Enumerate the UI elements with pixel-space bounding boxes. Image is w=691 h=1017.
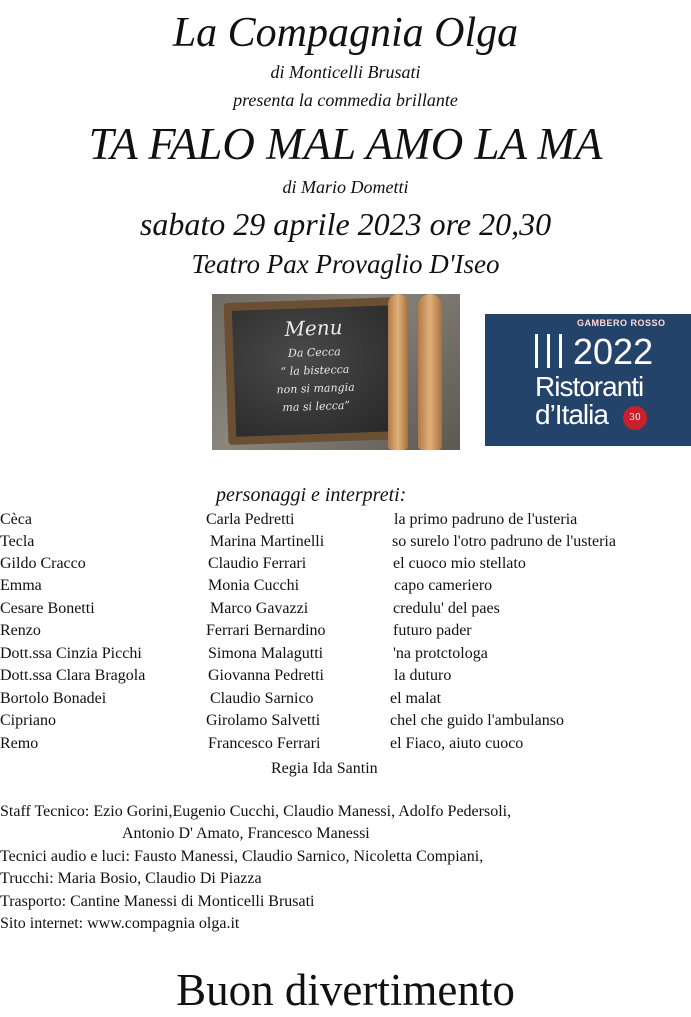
play-title: TA FALO MAL AMO LA MA: [88, 119, 603, 169]
chalkboard-text-line5: ma si lecca”: [282, 398, 351, 415]
badge-brand: GAMBERO ROSSO: [577, 318, 666, 328]
cutlery-icon: [533, 334, 573, 368]
closing-message: Buon divertimento: [176, 965, 515, 1015]
staff-credit-continued: Antonio D' Amato, Francesco Manessi: [122, 825, 370, 842]
cast-row: [0, 620, 691, 642]
actor-name: Girolamo Salvetti: [206, 712, 321, 729]
gambero-rosso-badge: [485, 314, 691, 446]
character-role: el Fiaco, aiuto cuoco: [390, 735, 524, 752]
makeup-credit: Trucchi: Maria Bosio, Claudio Di Piazza: [0, 870, 262, 887]
cast-row: [0, 710, 691, 732]
character-name: Dott.ssa Cinzia Picchi: [0, 645, 142, 662]
character-role: futuro pader: [393, 622, 472, 639]
character-role: la primo padruno de l'usteria: [394, 511, 578, 528]
actor-name: Claudio Ferrari: [208, 555, 307, 572]
badge-line1: Ristoranti: [535, 371, 644, 402]
company-title: La Compagnia Olga: [172, 10, 519, 56]
cast-row: [0, 643, 691, 665]
actor-name: Marco Gavazzi: [210, 600, 309, 617]
character-name: Cipriano: [0, 712, 56, 729]
chalkboard-menu-image: [212, 294, 460, 450]
character-name: Cesare Bonetti: [0, 600, 95, 617]
character-name: Bortolo Bonadei: [0, 690, 107, 707]
character-role: credulu' del paes: [393, 600, 500, 617]
character-role: so surelo l'otro padruno de l'usteria: [392, 533, 616, 550]
character-role: chel che guido l'ambulanso: [390, 712, 564, 729]
cast-row: [0, 575, 691, 597]
cast-row: [0, 665, 691, 687]
cast-row: [0, 733, 691, 755]
badge-year: 2022: [573, 331, 654, 372]
presents-line: presenta la commedia brillante: [233, 90, 458, 110]
audio-lights-credit: Tecnici audio e luci: Fausto Manessi, Claudio Sarnico, Nicoletta Compiani,: [0, 848, 484, 865]
actor-name: Giovanna Pedretti: [208, 667, 324, 684]
chalkboard-text-line2: Da Cecca: [287, 345, 341, 360]
character-name: Tecla: [0, 533, 35, 550]
character-role: 'na protctologa: [393, 645, 488, 662]
actor-name: Carla Pedretti: [206, 511, 295, 528]
director-credit: Regia Ida Santin: [271, 760, 378, 777]
transport-credit: Trasporto: Cantine Manessi di Monticelli Brusati: [0, 893, 315, 910]
wooden-spoon-icon: [388, 294, 408, 450]
cast-row: [0, 509, 691, 531]
play-author: di Mario Dometti: [282, 177, 409, 197]
character-name: Remo: [0, 735, 39, 752]
cast-heading: personaggi e interpreti:: [216, 484, 407, 506]
event-date-time: sabato 29 aprile 2023 ore 20,30: [139, 206, 552, 242]
cast-row: [0, 598, 691, 620]
wooden-spatula-icon: [418, 294, 442, 450]
actor-name: Simona Malagutti: [208, 645, 324, 662]
event-venue: Teatro Pax Provaglio D'Iseo: [191, 249, 500, 279]
cast-row: [0, 531, 691, 553]
actor-name: Ferrari Bernardino: [206, 622, 326, 639]
character-role: el cuoco mio stellato: [393, 555, 526, 572]
chalkboard-text-line3: “ la bistecca: [280, 362, 350, 379]
character-name: Renzo: [0, 622, 41, 639]
cast-row: [0, 553, 691, 575]
chalkboard-text-menu: Menu: [284, 315, 343, 342]
badge-anniversary-seal: 30: [623, 406, 647, 430]
actor-name: Monia Cucchi: [208, 577, 300, 594]
character-name: Cèca: [0, 511, 32, 528]
character-role: el malat: [390, 690, 442, 707]
character-name: Gildo Cracco: [0, 555, 86, 572]
character-name: Emma: [0, 577, 42, 594]
chalkboard-text-line4: non si mangia: [276, 380, 355, 397]
website-credit: Sito internet: www.compagnia olga.it: [0, 915, 240, 932]
staff-credit: Staff Tecnico: Ezio Gorini,Eugenio Cucchi, Claudio Manessi, Adolfo Pedersoli,: [0, 803, 512, 820]
company-origin: di Monticelli Brusati: [270, 62, 421, 82]
character-role: la duturo: [394, 667, 452, 684]
character-name: Dott.ssa Clara Bragola: [0, 667, 146, 684]
character-role: capo cameriero: [394, 577, 493, 594]
chalkboard-frame: [224, 297, 407, 445]
chalkboard-surface: [232, 305, 398, 437]
cast-row: [0, 688, 691, 710]
actor-name: Marina Martinelli: [210, 533, 325, 550]
actor-name: Claudio Sarnico: [210, 690, 314, 707]
actor-name: Francesco Ferrari: [208, 735, 321, 752]
badge-line2: d’Italia: [535, 399, 608, 430]
